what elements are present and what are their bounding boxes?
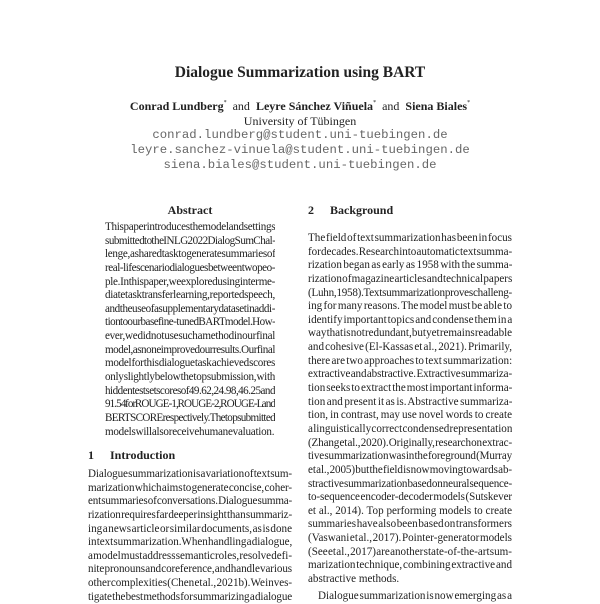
author-name: Conrad Lundberg [129, 99, 224, 113]
paragraph [308, 590, 512, 604]
paragraph [308, 232, 512, 587]
text-line: way that is not redundant, but yet remains readable [308, 327, 512, 340]
text-line: ing a news article or similar documents, as is done [88, 522, 292, 535]
text-line: ing for many reasons. The model must be able to [308, 300, 512, 313]
text-line: tion to our base fine-tuned BART model. How- [105, 316, 275, 329]
text-line: This paper introduces the model and settings [105, 221, 275, 233]
section-title: Introduction [110, 448, 176, 462]
paragraph [88, 468, 292, 604]
background-body [308, 232, 512, 603]
text-line: Dialogue summarization is a variation of text sum- [88, 468, 292, 480]
text-line: rization of magazine articles and technical papers [308, 272, 512, 285]
author-email: conrad.lundberg@student.uni-tuebingen.de [152, 128, 448, 142]
text-line: model, as none improved our results. Our final [105, 343, 275, 356]
paper-title: Dialogue Summarization using BART [174, 64, 426, 81]
author-email: siena.biales@student.uni-tuebingen.de [163, 158, 437, 172]
text-line: identify important topics and condense them in a [308, 313, 512, 326]
text-line: and the use of a supplementary dataset in addi- [105, 302, 275, 315]
text-line: tive summarization was in the foreground (Murray [308, 450, 512, 463]
section-heading-introduction [88, 448, 175, 462]
text-line: real-life scenario dialogues between two peo- [105, 261, 275, 274]
text-line: BERTSCORE respectively. The top submitted [105, 411, 275, 424]
section-heading-background [308, 203, 393, 217]
footnote-mark: * [223, 100, 227, 106]
text-line: ever, we did not use such a method in our final [105, 330, 275, 343]
author-name: Siena Biales [405, 99, 468, 113]
text-line: (Vaswani et al., 2017). Pointer-generator models [308, 532, 512, 545]
text-line: tion, in contrast, may use novel words to create [308, 409, 512, 422]
text-line: tigate the best methods for summarizing a dialogue [88, 590, 292, 603]
paragraph [105, 221, 275, 439]
text-line: for decades. Research into automatic text summa- [308, 245, 512, 258]
text-line: only slightly below the top submission, with [105, 371, 275, 384]
text-line: rization began as early as 1958 with the summa- [308, 259, 512, 272]
text-line: to-sequence encoder-decoder models (Sutskever [308, 491, 512, 504]
text-line: (Luhn, 1958). Text summarization proves challeng- [308, 286, 512, 299]
text-line: in text summarization. When handling a dialogue, [88, 536, 292, 549]
text-line: marization technique, combining extractive and [308, 559, 512, 572]
text-line: tion and present it as is. Abstractive summariza- [308, 395, 512, 408]
text-line: et al., 2014). Top performing models to create [308, 504, 512, 517]
author-email: leyre.sanchez-vinuela@student.uni-tuebingen.de [130, 143, 470, 157]
text-line: (Zhang et al., 2020). Originally, research on extrac- [308, 436, 512, 449]
text-line: submitted to the INLG 2022 DialogSum Chal- [105, 234, 275, 247]
text-line: abstractive methods. [308, 573, 400, 586]
introduction-body [88, 468, 292, 604]
text-line: summaries have also been based on transformers [308, 518, 512, 531]
author-separator: and [232, 99, 250, 113]
text-line: extractive and abstractive. Extractive summariza- [308, 368, 512, 381]
author-separator: and [382, 99, 400, 113]
text-line: nite pronouns and coreference, and handle various [88, 563, 292, 576]
text-line: there are two approaches to text summarization: [308, 354, 512, 367]
text-line: and cohesive (El-Kassas et al., 2021). Primarily, [308, 341, 512, 354]
section-number: 1 [88, 448, 94, 462]
text-line: (See et al., 2017) are another state-of-the-art sum- [308, 545, 512, 558]
section-title: Background [330, 203, 394, 217]
author-name: Leyre Sánchez Viñuela [255, 99, 374, 113]
text-line: ple. In this paper, we explored using interme- [105, 275, 275, 288]
text-line: Dialogue summarization is now emerging as a [318, 589, 512, 602]
author-list [0, 99, 600, 114]
text-line: marization which aims to generate concise, coher- [88, 481, 292, 494]
text-line: a linguistically correct condensed representation [308, 422, 512, 435]
text-line: stractive summarization based on neural sequence- [308, 477, 512, 490]
abstract-heading: Abstract [167, 203, 213, 217]
abstract-body [105, 221, 275, 439]
text-line: tion seeks to extract the most important informa- [308, 382, 512, 395]
footnote-mark: * [467, 100, 471, 106]
text-line: models will also receive human evaluation. [105, 425, 275, 438]
text-line: other complexities (Chen et al., 2021b). We inves- [88, 577, 292, 590]
text-line: a model must address semantic roles, resolve defi- [88, 549, 292, 562]
text-line: et al., 2005) but the field is now moving towards ab- [308, 463, 512, 476]
section-number: 2 [308, 203, 314, 217]
text-line: rization requires far deeper insight than summariz- [88, 508, 292, 521]
text-line: ent summaries of conversations. Dialogue summa- [88, 495, 292, 508]
text-line: lenge, a shared task to generate summaries of [105, 248, 275, 261]
text-line: diate task transfer learning, reported speech, [105, 289, 275, 302]
text-line: The field of text summarization has been in focus [308, 232, 512, 244]
text-line: hidden test set scores of 49.62, 24.98, 46.25 and [105, 384, 275, 397]
text-line: 91.54 for ROUGE-1, ROUGE-2, ROUGE-L and [105, 398, 275, 411]
text-line: model for this dialogue task achieved scores [105, 357, 275, 370]
footnote-mark: * [373, 100, 377, 106]
affiliation: University of Tübingen [243, 114, 357, 128]
